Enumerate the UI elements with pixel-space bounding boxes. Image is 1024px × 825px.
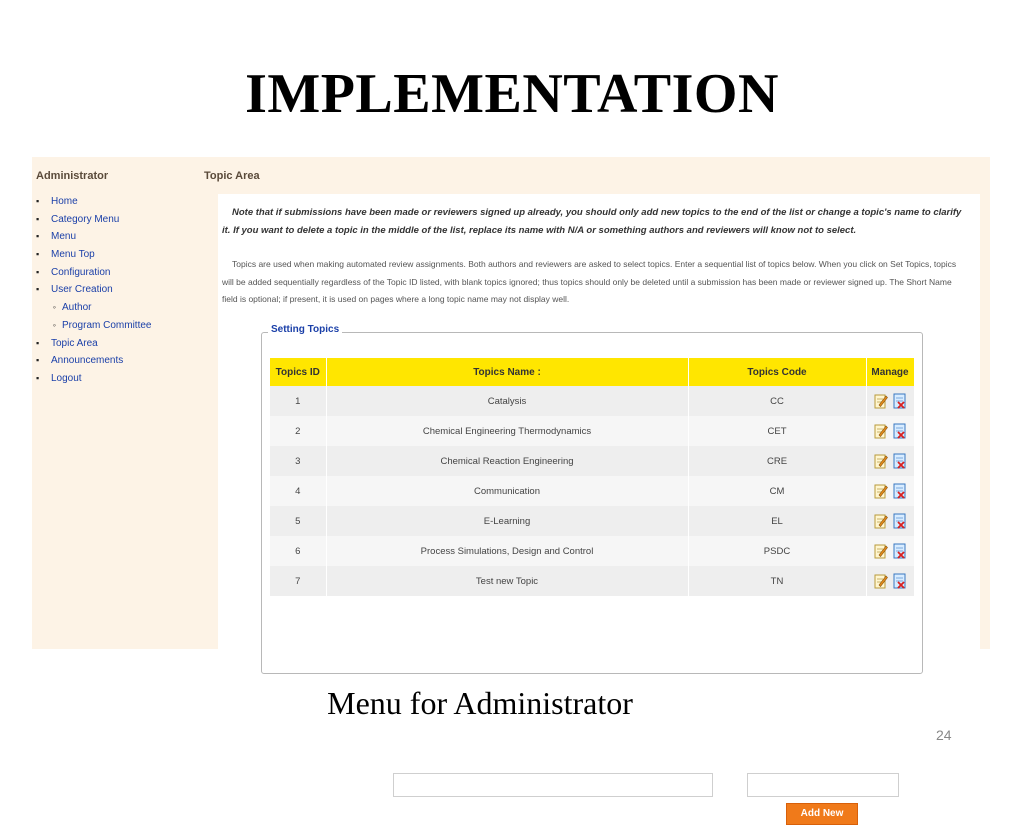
sidebar-item-label: Home [51, 196, 78, 207]
topic-id-cell: 5 [270, 506, 326, 536]
edit-icon[interactable] [874, 483, 888, 499]
manage-cell [866, 476, 914, 506]
slide-title: IMPLEMENTATION [245, 63, 779, 125]
sidebar-item[interactable] [36, 335, 151, 353]
sidebar-item[interactable] [36, 352, 151, 370]
fieldset-legend: Setting Topics [268, 324, 342, 335]
sidebar-item[interactable] [36, 264, 151, 282]
sidebar-item-label: Configuration [51, 266, 111, 278]
edit-icon[interactable] [874, 513, 888, 529]
delete-icon[interactable] [892, 513, 906, 529]
delete-icon[interactable] [892, 423, 906, 439]
warning-note: Note that if submissions have been made or reviewers signed up already, you should only add new topics to the end of the list or change a topic's name to clarify it. If you want to delete a topic in the middle of the list, replace its name with N/A or something authors and reviewers will know not to select. [222, 207, 962, 236]
topic-code-cell: CET [688, 416, 866, 446]
manage-cell [866, 566, 914, 596]
topic-code-cell: CRE [688, 446, 866, 476]
delete-icon[interactable] [892, 573, 906, 589]
table-row [270, 446, 914, 476]
sidebar-item[interactable] [36, 370, 151, 388]
header-topics-name: Topics Name : [326, 358, 688, 386]
edit-icon[interactable] [874, 573, 888, 589]
table-row [270, 536, 914, 566]
topic-code-cell: TN [688, 566, 866, 596]
sidebar-item[interactable] [36, 211, 151, 229]
slide-caption: Menu for Administrator [327, 685, 633, 721]
bullet-icon: ▪ [36, 337, 40, 348]
page-number: 24 [936, 727, 952, 743]
sidebar-item[interactable] [36, 246, 151, 264]
delete-icon[interactable] [892, 393, 906, 409]
manage-cell [866, 386, 914, 416]
bullet-icon: ▪ [36, 284, 40, 295]
edit-icon[interactable] [874, 453, 888, 469]
bullet-icon: ▪ [36, 196, 40, 206]
bullet-icon: ◦ [52, 319, 56, 330]
sidebar-item-label: Announcements [51, 355, 124, 367]
new-topic-name-input[interactable] [393, 773, 713, 797]
table-row [270, 386, 914, 416]
topics-description: Topics are used when making automated review assignments. Both authors and reviewers are asked to select topics. Enter a sequential list of topics below. When you click on Set Topics, topics will be added sequentially regardless of the Topic ID listed, with blank topics ignored; thus topics should only be deleted until a submission has been made or reviewer signed up. The Short Name field is optional; if present, it is used on pages where a long topic name may not display well. [222, 259, 957, 304]
table-header-row [270, 358, 914, 386]
manage-cell [866, 536, 914, 566]
topic-name-cell: Test new Topic [326, 566, 688, 596]
table-row [270, 506, 914, 536]
delete-icon[interactable] [892, 483, 906, 499]
delete-icon[interactable] [892, 453, 906, 469]
sidebar-item-label: Category Menu [51, 213, 120, 225]
bullet-icon: ▪ [36, 213, 40, 224]
sidebar-item-label: User Creation [51, 284, 113, 296]
sidebar-item-label: Topic Area [51, 337, 98, 349]
sidebar [32, 157, 192, 649]
sidebar-item[interactable] [36, 299, 151, 317]
bullet-icon: ▪ [36, 249, 40, 260]
topic-name-cell: E-Learning [326, 506, 688, 536]
sidebar-item[interactable] [36, 281, 151, 299]
bullet-icon: ▪ [36, 355, 40, 366]
sidebar-item[interactable] [36, 317, 151, 335]
topic-name-cell: Process Simulations, Design and Control [326, 536, 688, 566]
topic-name-cell: Chemical Reaction Engineering [326, 446, 688, 476]
sidebar-item[interactable] [36, 228, 151, 246]
topic-id-cell: 4 [270, 476, 326, 506]
bullet-icon: ▪ [36, 231, 40, 242]
header-manage: Manage [866, 358, 914, 386]
delete-icon[interactable] [892, 543, 906, 559]
manage-cell [866, 416, 914, 446]
topic-name-cell: Chemical Engineering Thermodynamics [326, 416, 688, 446]
add-new-button[interactable]: Add New [786, 803, 858, 825]
sidebar-item-label: Menu [51, 231, 77, 243]
sidebar-item-label: Menu Top [51, 249, 95, 261]
topic-code-cell: CC [688, 386, 866, 416]
topic-id-cell: 2 [270, 416, 326, 446]
topic-id-cell: 6 [270, 536, 326, 566]
topic-id-cell: 1 [270, 386, 326, 416]
sidebar-item[interactable] [36, 193, 151, 211]
edit-icon[interactable] [874, 423, 888, 439]
topic-code-cell: EL [688, 506, 866, 536]
table-row [270, 476, 914, 506]
topic-code-cell: PSDC [688, 536, 866, 566]
bullet-icon: ▪ [36, 266, 40, 277]
edit-icon[interactable] [874, 543, 888, 559]
sidebar-menu [36, 193, 151, 388]
topic-id-cell: 7 [270, 566, 326, 596]
topic-code-cell: CM [688, 476, 866, 506]
header-topics-id: Topics ID [270, 358, 326, 386]
page-title: Topic Area [204, 170, 260, 182]
topic-name-cell: Catalysis [326, 386, 688, 416]
topic-name-cell: Communication [326, 476, 688, 506]
header-topics-code: Topics Code [688, 358, 866, 386]
topics-table [270, 358, 915, 596]
topic-id-cell: 3 [270, 446, 326, 476]
sidebar-item-label: Author [62, 302, 92, 314]
sidebar-title: Administrator [36, 170, 109, 182]
bullet-icon: ◦ [52, 302, 56, 313]
new-topic-code-input[interactable] [747, 773, 899, 797]
table-row [270, 416, 914, 446]
bullet-icon: ▪ [36, 372, 40, 383]
manage-cell [866, 506, 914, 536]
edit-icon[interactable] [874, 393, 888, 409]
sidebar-item-label: Logout [51, 372, 82, 384]
manage-cell [866, 446, 914, 476]
table-row [270, 566, 914, 596]
sidebar-item-label: Program Committee [62, 319, 152, 331]
